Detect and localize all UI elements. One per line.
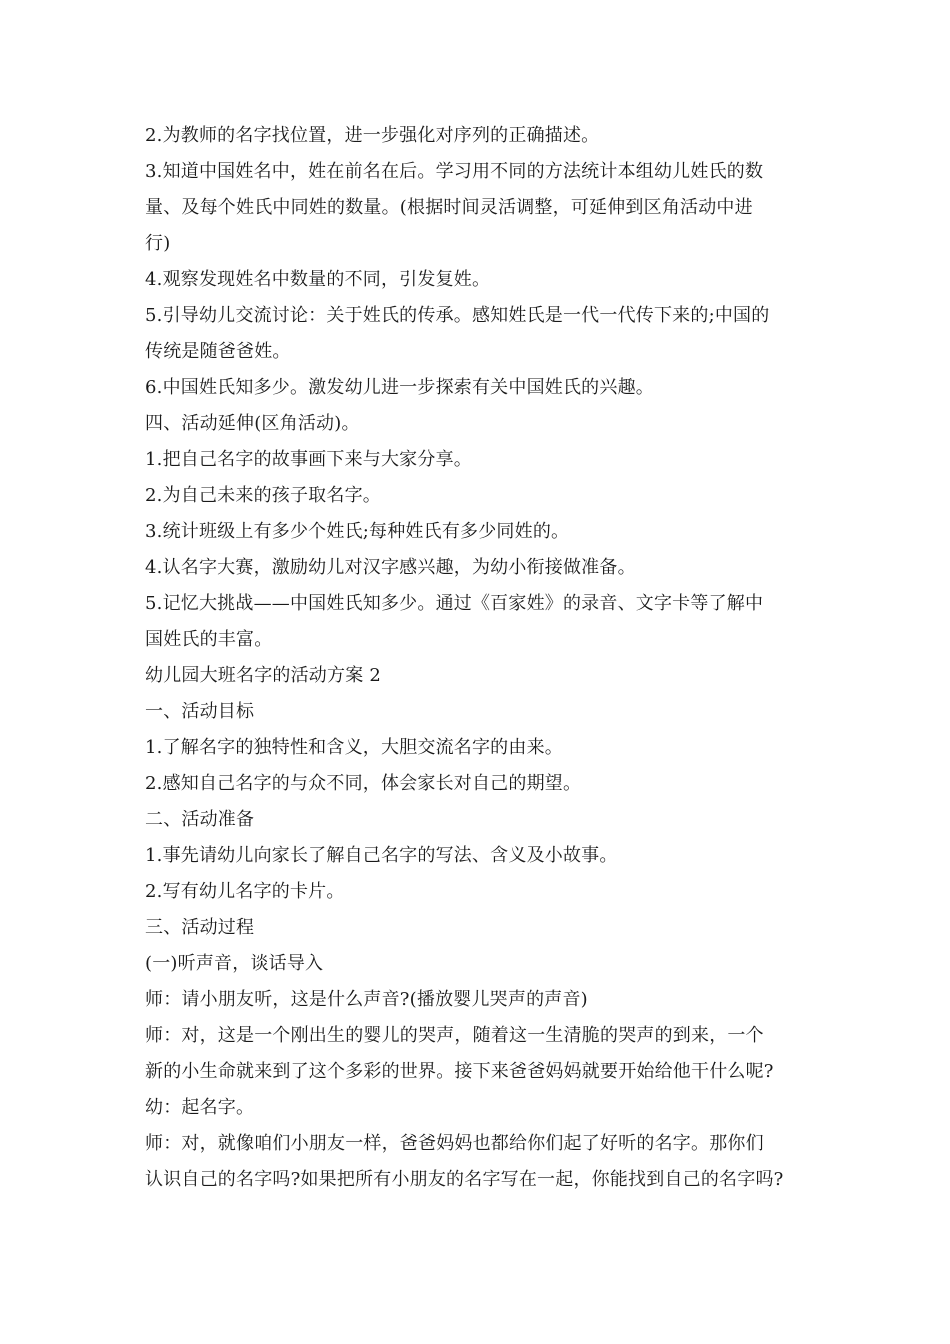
text-line: 2.感知自己名字的与众不同，体会家长对自己的期望。	[145, 773, 582, 794]
section-heading: 三、活动过程	[145, 917, 255, 938]
text-line: 1.事先请幼儿向家长了解自己名字的写法、含义及小故事。	[145, 845, 618, 866]
text-line: 幼：起名字。	[145, 1097, 255, 1118]
text-line: 量、及每个姓氏中同姓的数量。(根据时间灵活调整，可延伸到区角活动中进	[145, 197, 753, 218]
text-line: 4.观察发现姓名中数量的不同，引发复姓。	[145, 269, 491, 290]
text-line: 传统是随爸爸姓。	[145, 341, 291, 362]
text-line: 1.把自己名字的故事画下来与大家分享。	[145, 449, 472, 470]
text-line: 2.写有幼儿名字的卡片。	[145, 881, 345, 902]
text-line: 4.认名字大赛，激励幼儿对汉字感兴趣，为幼小衔接做准备。	[145, 557, 636, 578]
text-line: 师：对，就像咱们小朋友一样，爸爸妈妈也都给你们起了好听的名字。那你们	[145, 1133, 764, 1154]
section-heading: 一、活动目标	[145, 701, 255, 722]
text-line: 2.为自己未来的孩子取名字。	[145, 485, 381, 506]
subsection-heading: (一)听声音，谈话导入	[145, 953, 324, 974]
text-line: 5.记忆大挑战——中国姓氏知多少。通过《百家姓》的录音、文字卡等了解中	[145, 593, 764, 614]
document-body	[145, 118, 825, 1198]
text-line: 3.知道中国姓名中，姓在前名在后。学习用不同的方法统计本组幼儿姓氏的数	[145, 161, 764, 182]
plan-title: 幼儿园大班名字的活动方案 2	[145, 665, 381, 686]
text-line: 3.统计班级上有多少个姓氏;每种姓氏有多少同姓的。	[145, 521, 570, 542]
section-heading: 四、活动延伸(区角活动)。	[145, 413, 360, 434]
text-line: 6.中国姓氏知多少。激发幼儿进一步探索有关中国姓氏的兴趣。	[145, 377, 654, 398]
text-line: 5.引导幼儿交流讨论：关于姓氏的传承。感知姓氏是一代一代传下来的;中国的	[145, 305, 770, 326]
text-line: 国姓氏的丰富。	[145, 629, 273, 650]
text-line: 行)	[145, 233, 171, 254]
text-line: 1.了解名字的独特性和含义，大胆交流名字的由来。	[145, 737, 563, 758]
text-line: 认识自己的名字吗?如果把所有小朋友的名字写在一起，你能找到自己的名字吗?	[145, 1169, 784, 1190]
text-line: 2.为教师的名字找位置，进一步强化对序列的正确描述。	[145, 125, 600, 146]
text-line: 新的小生命就来到了这个多彩的世界。接下来爸爸妈妈就要开始给他干什么呢?	[145, 1061, 774, 1082]
text-line: 师：请小朋友听，这是什么声音?(播放婴儿哭声的声音)	[145, 989, 588, 1010]
section-heading: 二、活动准备	[145, 809, 255, 830]
text-line: 师：对，这是一个刚出生的婴儿的哭声，随着这一生清脆的哭声的到来，一个	[145, 1025, 764, 1046]
